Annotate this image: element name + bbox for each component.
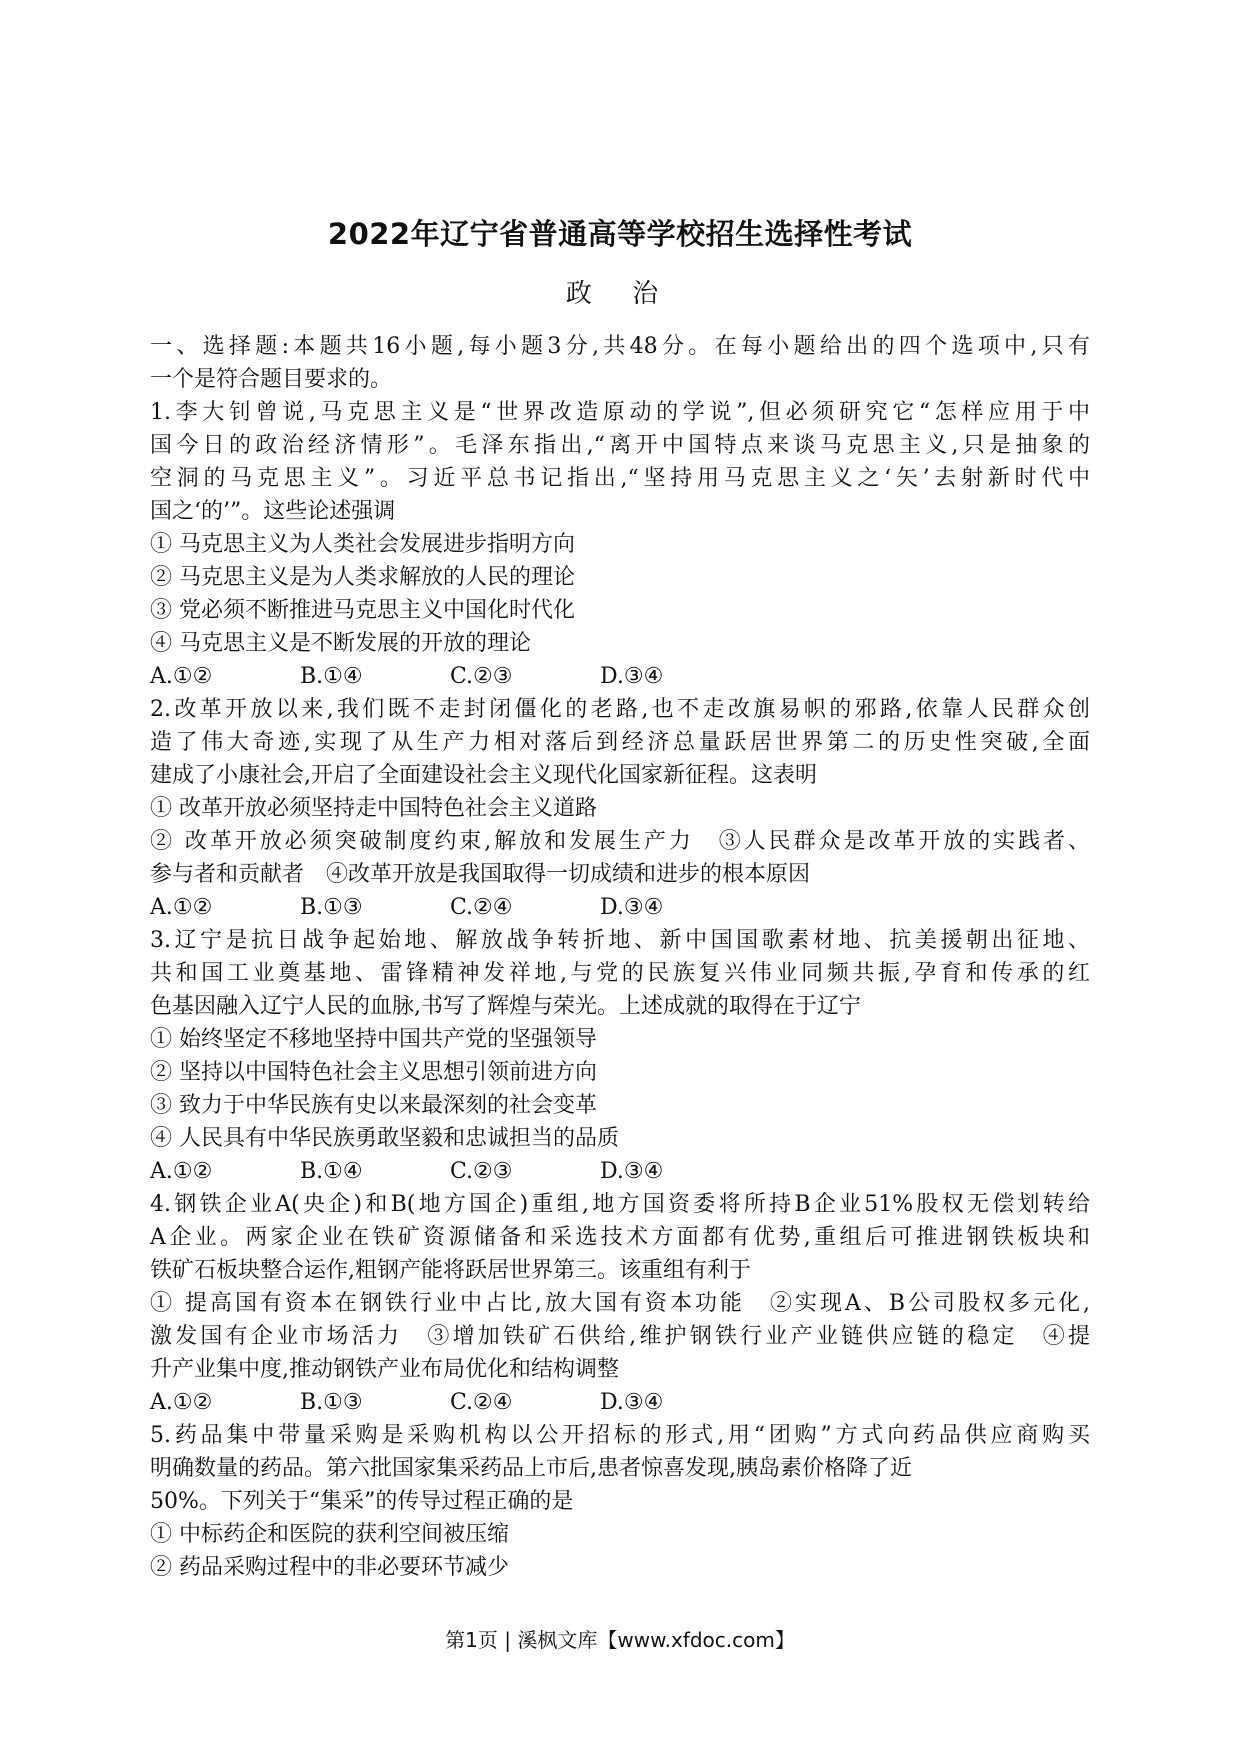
answer-option-b: B.①③ — [300, 1390, 363, 1415]
answer-option-b: B.①④ — [300, 1159, 363, 1184]
answer-option-a: A.①② — [150, 895, 213, 920]
question-item: ② 马克思主义是为人类求解放的人民的理论 — [150, 565, 575, 590]
question-4 — [150, 1188, 1090, 1419]
question-stem-line: 明确数量的药品。第六批国家集采药品上市后,患者惊喜发现,胰岛素价格降了近 — [150, 1456, 912, 1481]
question-stem-line: 1.李大钊曾说,马克思主义是“世界改造原动的学说”,但必须研究它“怎样应用于中 — [150, 400, 1090, 425]
question-item: 升产业集中度,推动钢铁产业布局优化和结构调整 — [150, 1357, 619, 1382]
question-stem-line: 2.改革开放以来,我们既不走封闭僵化的老路,也不走改旗易帜的邪路,依靠人民群众创 — [150, 697, 1090, 722]
exam-title: 2022年辽宁省普通高等学校招生选择性考试 — [327, 217, 913, 251]
question-stem-line: 50%。下列关于“集采”的传导过程正确的是 — [150, 1489, 574, 1514]
question-stem-line: 建成了小康社会,开启了全面建设社会主义现代化国家新征程。这表明 — [150, 763, 817, 788]
answer-option-a: A.①② — [150, 1159, 213, 1184]
question-item: ① 始终坚定不移地坚持中国共产党的坚强领导 — [150, 1027, 597, 1052]
answer-options — [150, 891, 1090, 924]
question-2 — [150, 693, 1090, 924]
question-item: ① 改革开放必须坚持走中国特色社会主义道路 — [150, 796, 597, 821]
question-item: 激发国有企业市场活力 ③增加铁矿石供给,维护钢铁行业产业链供应链的稳定 ④提 — [150, 1324, 1090, 1349]
section-instruction-line: 一、选择题:本题共16小题,每小题3分,共48分。在每小题给出的四个选项中,只有 — [150, 334, 1090, 359]
question-stem-line: 色基因融入辽宁人民的血脉,书写了辉煌与荣光。上述成就的取得在于辽宁 — [150, 994, 861, 1019]
answer-option-d: D.③④ — [600, 895, 664, 920]
question-item: ③ 党必须不断推进马克思主义中国化时代化 — [150, 598, 575, 623]
question-stem-line: A企业。两家企业在铁矿资源储备和采选技术方面都有优势,重组后可推进钢铁板块和 — [150, 1225, 1090, 1250]
question-3 — [150, 924, 1090, 1188]
question-stem-line: 造了伟大奇迹,实现了从生产力相对落后到经济总量跃居世界第二的历史性突破,全面 — [150, 730, 1090, 755]
question-stem-line: 3.辽宁是抗日战争起始地、解放战争转折地、新中国国歌素材地、抗美援朝出征地、 — [150, 928, 1090, 953]
question-item: ① 中标药企和医院的获利空间被压缩 — [150, 1522, 509, 1547]
answer-option-b: B.①③ — [300, 895, 363, 920]
answer-option-a: A.①② — [150, 1390, 213, 1415]
answer-option-d: D.③④ — [600, 1390, 664, 1415]
answer-option-c: C.②③ — [450, 1159, 513, 1184]
answer-option-d: D.③④ — [600, 664, 664, 689]
question-stem-line: 5.药品集中带量采购是采购机构以公开招标的形式,用“团购”方式向药品供应商购买 — [150, 1423, 1090, 1448]
question-stem-line: 铁矿石板块整合运作,粗钢产能将跃居世界第三。该重组有利于 — [150, 1258, 751, 1283]
question-item: ① 马克思主义为人类社会发展进步指明方向 — [150, 532, 575, 557]
answer-options — [150, 1386, 1090, 1419]
question-stem-line: 国之‘的’”。这些论述强调 — [150, 499, 396, 524]
answer-option-a: A.①② — [150, 664, 213, 689]
question-1 — [150, 396, 1090, 693]
question-item: ② 药品采购过程中的非必要环节减少 — [150, 1555, 509, 1580]
answer-option-d: D.③④ — [600, 1159, 664, 1184]
question-5 — [150, 1419, 1090, 1584]
question-stem-line: 共和国工业奠基地、雷锋精神发祥地,与党的民族复兴伟业同频共振,孕育和传承的红 — [150, 961, 1090, 986]
answer-option-b: B.①④ — [300, 664, 363, 689]
subject-title: 政 治 — [565, 279, 675, 309]
question-item: ① 提高国有资本在钢铁行业中占比,放大国有资本功能 ②实现A、B公司股权多元化, — [150, 1291, 1090, 1316]
question-stem-line: 国今日的政治经济情形”。毛泽东指出,“离开中国特点来谈马克思主义,只是抽象的 — [150, 433, 1090, 458]
answer-option-c: C.②③ — [450, 664, 513, 689]
exam-content — [150, 330, 1090, 1584]
question-stem-line: 空洞的马克思主义”。习近平总书记指出,“坚持用马克思主义之‘矢’去射新时代中 — [150, 466, 1090, 491]
page-footer: 第1页 | 溪枫文库【www.xfdoc.com】 — [445, 1628, 795, 1652]
question-item: 参与者和贡献者 ④改革开放是我国取得一切成绩和进步的根本原因 — [150, 862, 811, 887]
question-item: ④ 马克思主义是不断发展的开放的理论 — [150, 631, 531, 656]
answer-option-c: C.②④ — [450, 1390, 513, 1415]
answer-options — [150, 1155, 1090, 1188]
answer-option-c: C.②④ — [450, 895, 513, 920]
question-item: ④ 人民具有中华民族勇敢坚毅和忠诚担当的品质 — [150, 1126, 619, 1151]
section-instruction-line: 一个是符合题目要求的。 — [150, 367, 393, 392]
question-item: ② 改革开放必须突破制度约束,解放和发展生产力 ③人民群众是改革开放的实践者、 — [150, 829, 1090, 854]
answer-options — [150, 660, 1090, 693]
question-item: ② 坚持以中国特色社会主义思想引领前进方向 — [150, 1060, 597, 1085]
question-item: ③ 致力于中华民族有史以来最深刻的社会变革 — [150, 1093, 597, 1118]
question-stem-line: 4.钢铁企业A(央企)和B(地方国企)重组,地方国资委将所持B企业51%股权无偿划转给 — [150, 1192, 1090, 1217]
